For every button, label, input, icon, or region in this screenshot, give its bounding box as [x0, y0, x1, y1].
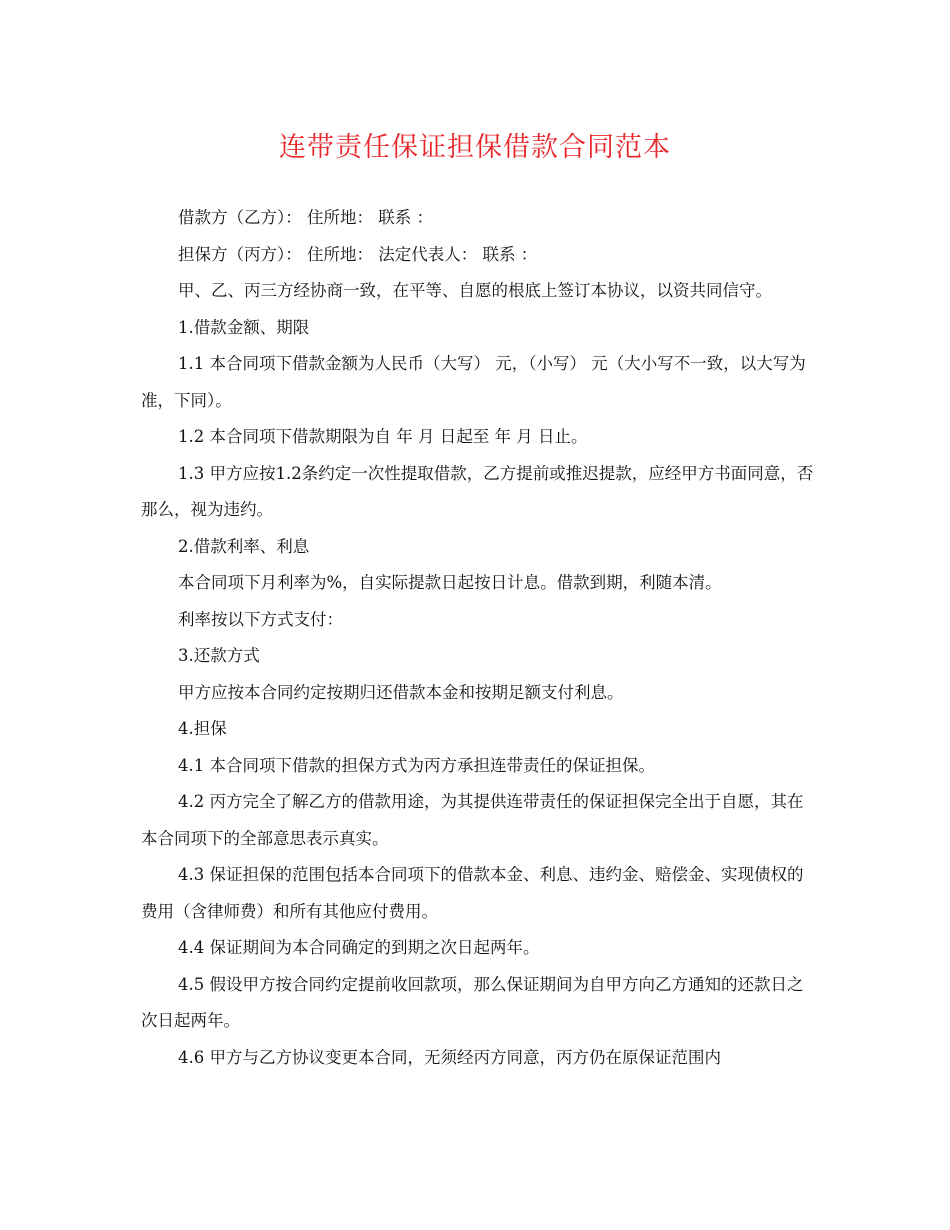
- paragraph-borrower: 借款方（乙方）： 住所地： 联系 ：: [178, 208, 433, 227]
- section-heading-2: 2.借款利率、利息: [178, 536, 310, 556]
- paragraph-4-2: 4.2 丙方完全了解乙方的借款用途，为其提供连带责任的保证担保完全出于自愿，其在本合同项下的全部意思表示真实。: [141, 792, 804, 848]
- paragraph-3: 甲方应按本合同约定按期归还借款本金和按期足额支付利息。: [178, 682, 624, 702]
- paragraph-1-1: 1.1 本合同项下借款金额为人民币（大写） 元，（小写） 元（大小写不一致，以大写为准，下同）。: [141, 354, 806, 410]
- section-heading-4: 4.担保: [178, 719, 227, 738]
- document-title: 连带责任保证担保借款合同范本: [279, 132, 671, 163]
- document-body: [141, 200, 816, 1076]
- section-heading-1: 1.借款金额、期限: [178, 317, 310, 337]
- paragraph-guarantor: 担保方（丙方）： 住所地： 法定代表人： 联系 ：: [178, 244, 538, 264]
- paragraph-agreement: 甲、乙、丙三方经协商一致，在平等、自愿的根底上签订本协议，以资共同信守。: [178, 281, 772, 300]
- paragraph-2-payment: 利率按以下方式支付：: [178, 609, 343, 629]
- paragraph-4-6: 4.6 甲方与乙方协议变更本合同，无须经丙方同意，丙方仍在原保证范围内: [178, 1047, 721, 1067]
- section-heading-3: 3.还款方式: [178, 646, 260, 665]
- paragraph-1-3: 1.3 甲方应按1.2条约定一次性提取借款，乙方提前或推迟提款，应经甲方书面同意，否那么，视为违约。: [141, 463, 814, 519]
- paragraph-4-1: 4.1 本合同项下借款的担保方式为丙方承担连带责任的保证担保。: [178, 755, 655, 775]
- paragraph-4-3: 4.3 保证担保的范围包括本合同项下的借款本金、利息、违约金、赔偿金、实现债权的费用（含律师费）和所有其他应付费用。: [141, 865, 804, 921]
- paragraph-2-rate: 本合同项下月利率为%，自实际提款日起按日计息。借款到期，利随本清。: [178, 573, 722, 592]
- paragraph-4-5: 4.5 假设甲方按合同约定提前收回款项，那么保证期间为自甲方向乙方通知的还款日之次日起两年。: [141, 974, 804, 1030]
- paragraph-4-4: 4.4 保证期间为本合同确定的到期之次日起两年。: [178, 938, 540, 957]
- paragraph-1-2: 1.2 本合同项下借款期限为自 年 月 日起至 年 月 日止。: [178, 427, 588, 446]
